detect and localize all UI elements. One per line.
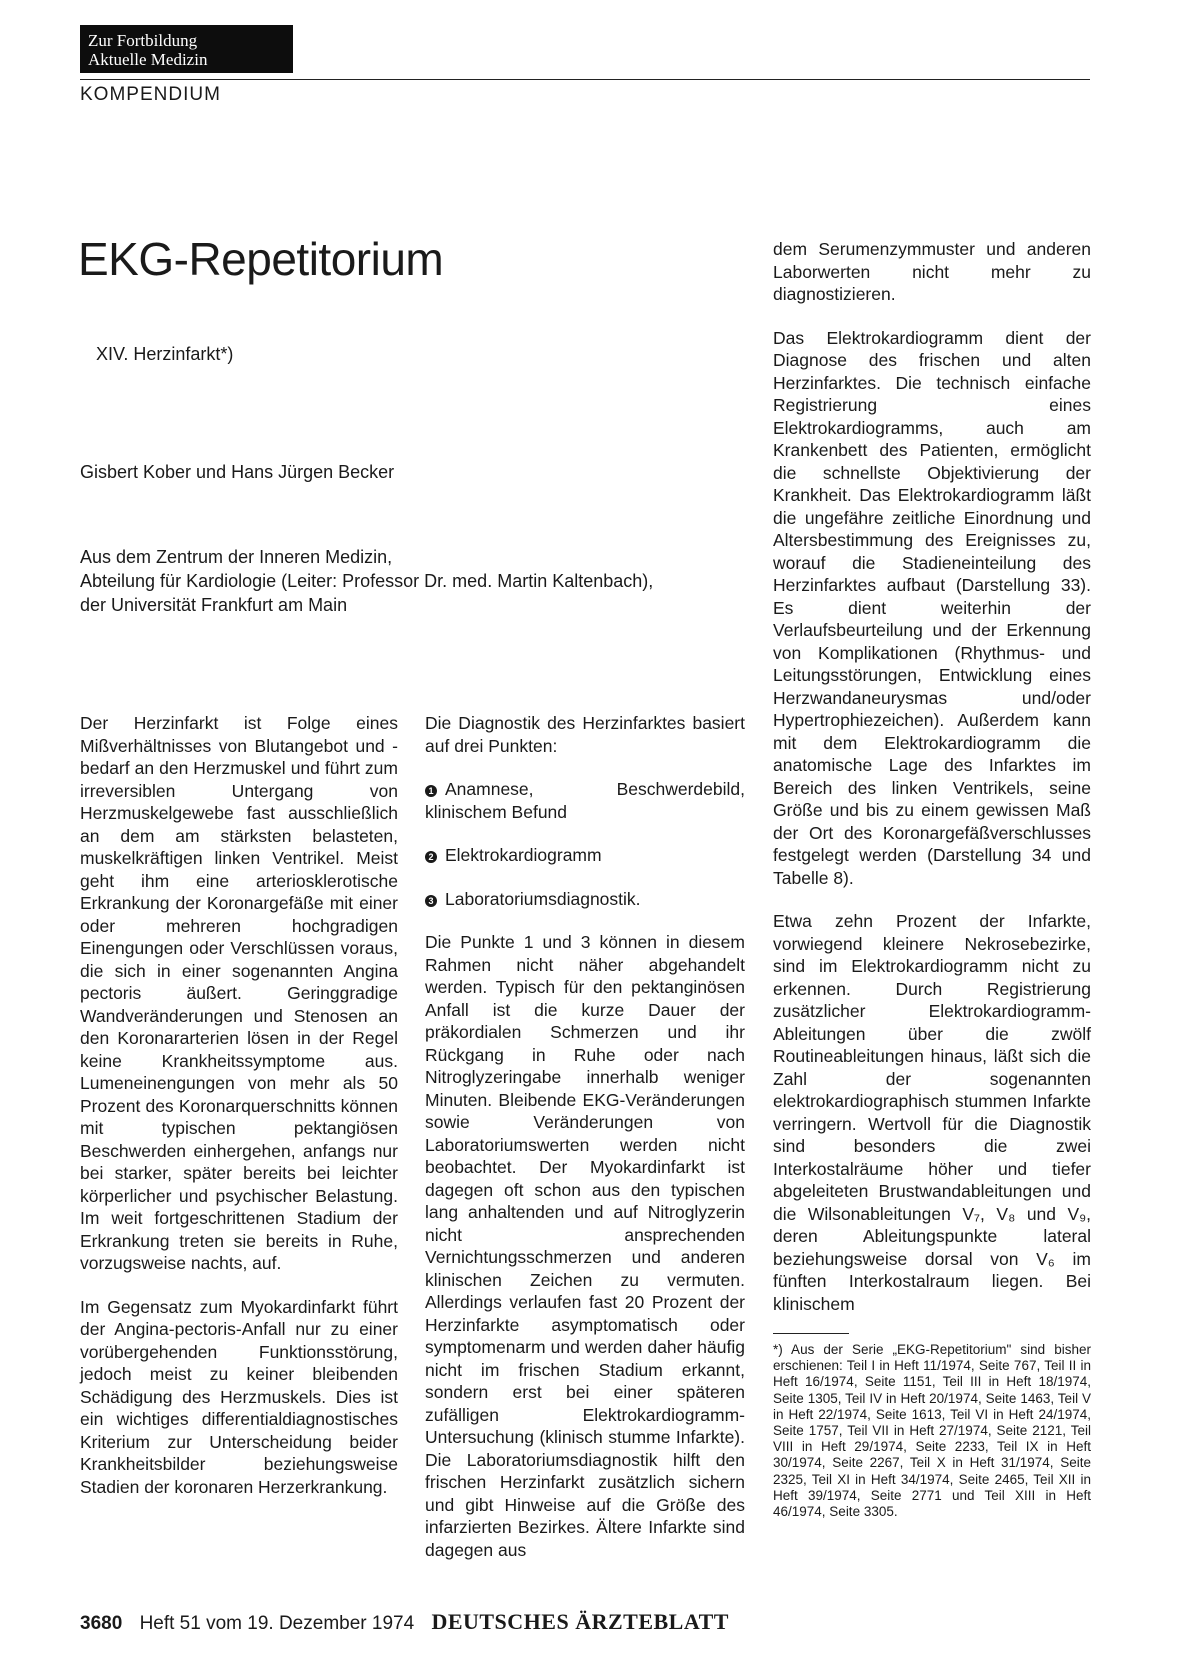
section-label-line1: Zur Fortbildung (88, 31, 198, 50)
journal-name: DEUTSCHES ÄRZTEBLATT (431, 1609, 729, 1634)
section-label-line2: Aktuelle Medizin (88, 50, 208, 69)
body-paragraph: Die Punkte 1 und 3 können in diesem Rahmen nicht näher abgehandelt werden. Typisch für den pektanginösen Anfall ist die kurze Dauer der präkordialen Schmerzen und ihr Rückgang in Ruhe oder nach Nitroglyzeringabe innerhalb weniger Minuten. Bleibende EKG-Veränderungen sowie Veränderungen von Laboratoriumswerten werden nicht beobachtet. Der Myokardinfarkt ist dagegen oft schon aus den typischen lang anhaltenden und auf Nitroglyzerin nicht ansprechenden Vernichtungsschmerzen und anderen klinischen Zeichen zu vermuten. Allerdings verlaufen fast 20 Prozent der Herzinfarkte asymptomatisch oder symptomenarm und werden daher häufig nicht im frischen Stadium erkannt, sondern erst bei einer späteren zufälligen Elektrokardiogramm-Untersuchung (klinisch stumme Infarkte). Die Laboratoriumsdiagnostik hilft den frischen Herzinfarkt zusätzlich sichern und gibt Hinweise auf die Größe des infarzierten Bezirkes. Ältere Infarkte sind dagegen aus (425, 932, 745, 1560)
list-item (425, 778, 745, 823)
list-item (425, 844, 745, 867)
list-item (425, 888, 745, 911)
body-paragraph: Etwa zehn Prozent der Infarkte, vorwiegend kleinere Nekrosebezirke, sind im Elektrokardiogramm nicht zu erkennen. Durch Registrierung zusätzlicher Elektrokardiogramm-Ableitungen über die zwölf Routineableitungen hinaus, läßt sich die Zahl der sogenannten elektrokardiographisch stummen Infarkte verringern. Wertvoll für die Diagnostik sind besonders die zwei Interkostalräume höher und tiefer abgeleiteten Brustwandableitungen und die Wilsonableitungen V₇, V₈ und V₉, deren Ableitungspunkte lateral beziehungsweise dorsal von V₆ im fünften Interkostalraum liegen. Bei klinischem (773, 911, 1091, 1314)
body-paragraph: Das Elektrokardiogramm dient der Diagnose des frischen und alten Herzinfarktes. Die technisch einfache Registrierung eines Elektrokardiogramms, auch am Krankenbett des Patienten, ermöglicht die schnellste Objektivierung der Krankheit. Das Elektrokardiogramm läßt die ungefähre zeitliche Einordnung und Altersbestimmung des Ereignisses zu, worauf die Stadieneinteilung des Herzinfarktes aufbaut (Darstellung 33). Es dient weiterhin der Verlaufsbeurteilung und der Erkennung von Komplikationen (Rhythmus- und Leitungsstörungen, Entwicklung eines Herzwandaneurysmas und/oder Hypertrophiezeichen). Außerdem kann mit dem Elektrokardiogramm die anatomische Lage des Infarktes im Bereich des linken Ventrikels, seine Größe und bis zu einem gewissen Maß der Ort des Koronargefäßverschlusses festgelegt werden (Darstellung 34 und Tabelle 8). (773, 327, 1091, 888)
article-affiliation (80, 545, 653, 617)
body-paragraph: dem Serumenzymmuster und anderen Laborwerten nicht mehr zu diagnostizieren. (773, 239, 1091, 304)
affiliation-line: Aus dem Zentrum der Inneren Medizin, (80, 547, 393, 567)
article-authors: Gisbert Kober und Hans Jürgen Becker (80, 462, 395, 482)
page-number: 3680 (80, 1613, 123, 1634)
affiliation-line: Abteilung für Kardiologie (Leiter: Professor Dr. med. Martin Kaltenbach), (80, 571, 654, 591)
body-paragraph: Die Diagnostik des Herzinfarktes basiert auf drei Punkten: (425, 713, 745, 756)
list-item-text: Laboratoriumsdiagnostik. (445, 888, 641, 909)
text-column-2 (425, 712, 745, 1582)
header-rule (80, 79, 1090, 80)
footnote-rule (773, 1333, 849, 1334)
list-item-text: Anamnese, Beschwerdebild, klinischem Befund (425, 779, 745, 822)
list-item-text: Elektrokardiogramm (445, 845, 602, 865)
affiliation-line: der Universität Frankfurt am Main (80, 595, 348, 615)
text-column-3 (773, 238, 1091, 1336)
article-title: EKG-Repetitorium (78, 233, 444, 285)
number-bullet: 1 (425, 785, 437, 797)
issue-info: Heft 51 vom 19. Dezember 1974 (139, 1613, 415, 1634)
category-label: KOMPENDIUM (80, 84, 221, 105)
body-paragraph: Der Herzinfarkt ist Folge eines Mißverhältnisses von Blutangebot und -bedarf an den Herzmuskel und führt zum irreversiblen Untergang von Herzmuskelgewebe fast ausschließlich an dem am stärksten belasteten, muskelkräftigen linken Ventrikel. Meist geht ihm eine arteriosklerotische Erkrankung der Koronargefäße mit einer oder mehreren hochgradigen Einengungen oder Verschlüssen voraus, die sich in einer sogenannten Angina pectoris äußert. Geringgradige Wandveränderungen und Stenosen an den Koronararterien lösen in der Regel keine Krankheitssymptome aus. Lumeneinengungen von mehr als 50 Prozent des Koronarquerschnitts können mit typischen pektangiösen Beschwerden einhergehen, anfangs nur bei starker, später bereits bei leichter körperlicher und psychischer Belastung. Im weit fortgeschrittenen Stadium der Erkrankung treten sie bereits in Ruhe, vorzugsweise nachts, auf. (80, 713, 398, 1273)
page-footer (80, 1609, 729, 1635)
footnote: *) Aus der Serie „EKG-Repetitorium" sind bisher erschienen: Teil I in Heft 11/1974, Seite 767, Teil II in Heft 16/1974, Seite 1151, Teil III in Heft 18/1974, Seite 1305, Teil IV in Heft 20/1974, Seite 1463, Teil V in Heft 22/1974, Seite 1613, Teil VI in Heft 24/1974, Seite 1757, Teil VII in Heft 27/1974, Seite 2121, Teil VIII in Heft 29/1974, Seite 2233, Teil IX in Heft 30/1974, Seite 2267, Teil X in Heft 31/1974, Seite 2325, Teil XI in Heft 34/1974, Seite 2465, Teil XII in Heft 39/1974, Seite 2771 und Teil XIII in Heft 46/1974, Seite 3305. (773, 1342, 1091, 1520)
body-paragraph: Im Gegensatz zum Myokardinfarkt führt der Angina-pectoris-Anfall nur zu einer vorübergehenden Funktionsstörung, jedoch meist zu keiner bleibenden Schädigung des Herzmuskels. Dies ist ein wichtiges differentialdiagnostisches Kriterium zur Unterscheidung beider Krankheitsbilder beziehungsweise Stadien der koronaren Herzerkrankung. (80, 1296, 398, 1497)
section-label (80, 25, 293, 73)
text-column-1 (80, 712, 398, 1519)
number-bullet: 3 (425, 895, 437, 907)
article-subtitle: XIV. Herzinfarkt*) (96, 344, 234, 364)
number-bullet: 2 (425, 851, 437, 863)
